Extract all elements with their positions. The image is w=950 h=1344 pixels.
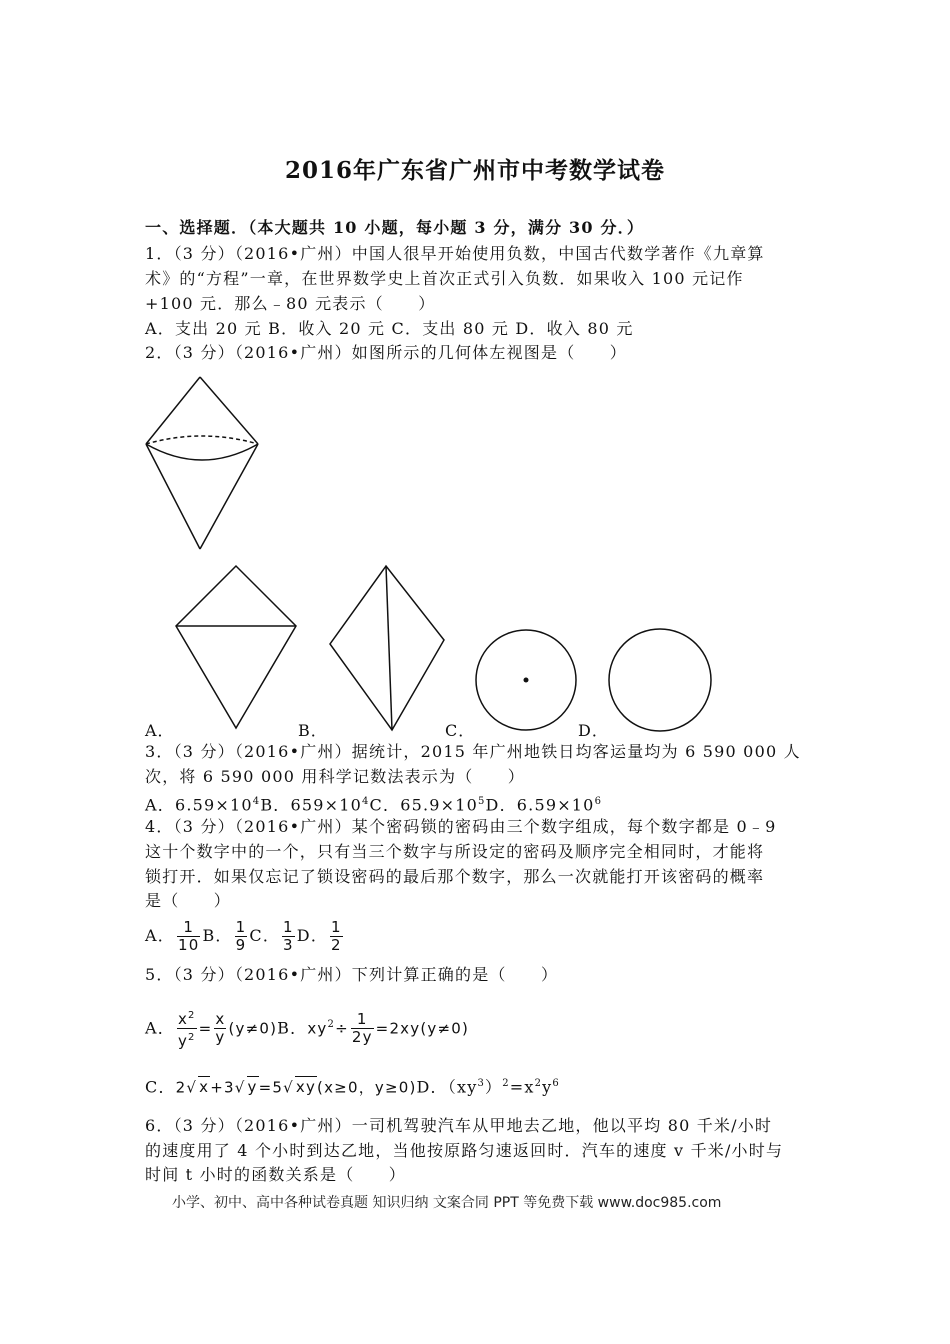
q5-a-num1: x	[177, 1010, 189, 1029]
q4-option-d-label: D．	[296, 926, 329, 945]
q3-option-b-exp: 4	[361, 796, 370, 807]
q5-d-y: y	[542, 1077, 553, 1097]
page-footer: 小学、初中、高中各种试卷真题 知识归纳 文案合同 PPT 等免费下载 www.doc985.com	[172, 1195, 722, 1211]
q4-option-a-fraction	[177, 919, 201, 954]
q4-a-den: 10	[177, 936, 200, 954]
q5-c-cond: (x≥0，y≥0)	[317, 1078, 417, 1097]
q5-options-cd: C．2√ x+3√ y=5√ xy(x≥0，y≥0)D．$(xy^3)^2=x^2y^6$	[145, 1077, 560, 1097]
q2-label-d: D．	[578, 721, 609, 740]
q4-line4: 是（ ）	[145, 891, 232, 910]
q5-option-d-label: D．	[416, 1077, 448, 1097]
q5-b-num: 1	[351, 1011, 374, 1029]
q2-line1: 2．（3 分）（2016•广州）如图所示的几何体左视图是（ ）	[145, 343, 628, 362]
q5-d-mid: ）	[485, 1077, 503, 1097]
q4-option-a-label: A．	[145, 926, 175, 945]
q5-b-post: =2xy(y≠0)	[375, 1019, 470, 1038]
q5-a-frac1	[177, 1007, 197, 1050]
q3-option-d: D．6.59×10	[485, 795, 595, 815]
q5-b-pre-exp: 2	[327, 1019, 336, 1030]
q5-a-num2: x	[215, 1010, 226, 1029]
q5-line1: 5．（3 分）（2016•广州）下列计算正确的是（ ）	[145, 965, 559, 984]
q1-options: A．支出 20 元 B．收入 20 元 C．支出 80 元 D．收入 80 元	[145, 319, 634, 338]
q5-options-ab	[145, 1004, 469, 1050]
q5-b-den: 2y	[351, 1028, 373, 1047]
q5-b-frac	[351, 1011, 374, 1046]
q5-option-b-label: B．	[277, 1018, 308, 1038]
q3-option-a-exp: 4	[252, 796, 261, 807]
q5-c-2: 2	[175, 1078, 187, 1097]
q2-option-c-figure	[472, 628, 580, 736]
q4-b-num: 1	[235, 918, 247, 936]
page-title: 2016年广东省广州市中考数学试卷	[284, 157, 665, 184]
q5-c-y: y	[247, 1078, 258, 1097]
q4-line1: 4．（3 分）（2016•广州）某个密码锁的密码由三个数字组成，每个数字都是 0﹣9	[145, 817, 777, 836]
q4-option-c-fraction	[282, 919, 295, 954]
q2-label-c: C．	[445, 721, 476, 740]
q2-label-a: A．	[145, 721, 175, 740]
q4-c-den: 3	[283, 936, 294, 954]
q3-option-c-exp: 5	[477, 796, 486, 807]
q4-line2: 这十个数字中的一个，只有当三个数字与所设定的密码及顺序完全相同时，才能将	[145, 842, 765, 861]
q6-line2: 的速度用了 4 个小时到达乙地，当他按原路匀速返回时．汽车的速度 v 千米/小时与	[145, 1141, 784, 1160]
q2-option-a-figure	[170, 562, 300, 732]
q4-d-num: 1	[331, 918, 342, 936]
q5-a-frac2	[214, 1011, 226, 1046]
q3-option-b: B．659×10	[260, 795, 362, 815]
q5-a-den2: y	[215, 1028, 226, 1047]
q1-line2: 术》的“方程”一章，在世界数学史上首次正式引入负数．如果收入 100 元记作	[145, 269, 744, 288]
q5-a-den1-exp: 2	[188, 1032, 196, 1044]
q1-line1: 1．（3 分）（2016•广州）中国人很早开始使用负数，中国古代数学著作《九章算	[145, 244, 765, 263]
q5-b-pre: xy	[307, 1019, 328, 1038]
q3-option-a: A．6.59×10	[145, 795, 253, 815]
q2-option-b-figure	[326, 562, 448, 734]
q6-line3: 时间 t 小时的函数关系是（ ）	[145, 1165, 407, 1184]
section-heading: 一、选择题．（本大题共 10 小题，每小题 3 分，满分 30 分．）	[145, 218, 645, 237]
q5-d-exp1: 3	[477, 1078, 485, 1089]
q4-options	[145, 916, 345, 956]
q4-option-b-fraction	[235, 919, 248, 954]
q2-option-d-figure	[606, 628, 714, 736]
q5-d-pre: （xy	[447, 1077, 478, 1097]
q5-a-num1-exp: 2	[188, 1010, 196, 1022]
q4-line3: 锁打开．如果仅忘记了锁设密码的最后那个数字，那么一次就能打开该密码的概率	[145, 867, 765, 886]
q5-d-eq: =x	[509, 1077, 535, 1097]
q4-option-b-label: B．	[202, 926, 233, 945]
q5-b-div: ÷	[335, 1019, 349, 1038]
q5-d-exp2: 2	[502, 1078, 510, 1089]
q4-option-d-fraction	[330, 919, 343, 954]
q5-c-x: x	[199, 1078, 210, 1097]
q5-c-plus3: +3	[210, 1078, 235, 1097]
q5-option-c-label: C．	[145, 1077, 176, 1097]
q3-line2: 次，将 6 590 000 用科学记数法表示为（ ）	[145, 767, 526, 786]
q3-options	[145, 792, 602, 815]
q4-b-den: 9	[235, 936, 247, 954]
q4-d-den: 2	[331, 936, 342, 954]
q5-a-den1: y	[177, 1032, 189, 1051]
q4-c-num: 1	[283, 918, 294, 936]
q5-c-eq5: =5	[258, 1078, 284, 1097]
q5-a-cond: (y≠0)	[228, 1019, 278, 1038]
q5-option-a-label: A．	[145, 1018, 175, 1038]
q3-option-c: C．65.9×10	[369, 795, 478, 815]
q6-line1: 6．（3 分）（2016•广州）一司机驾驶汽车从甲地去乙地，他以平均 80 千米/小时	[145, 1116, 773, 1135]
q4-option-c-label: C．	[249, 926, 281, 945]
q4-a-num: 1	[177, 919, 201, 937]
q5-c-xy: xy	[295, 1078, 317, 1097]
q5-d-exp3: 2	[534, 1078, 543, 1089]
q5-d-exp4: 6	[552, 1078, 560, 1089]
q2-label-b: B．	[298, 721, 328, 740]
q5-a-eq: =	[198, 1019, 213, 1038]
q1-line3: +100 元．那么﹣80 元表示（ ）	[145, 294, 436, 313]
q3-line1: 3．（3 分）（2016•广州）据统计，2015 年广州地铁日均客运量均为 6 590 000 人	[145, 742, 801, 761]
q3-option-d-exp: 6	[594, 796, 603, 807]
q2-solid-figure	[140, 372, 265, 554]
